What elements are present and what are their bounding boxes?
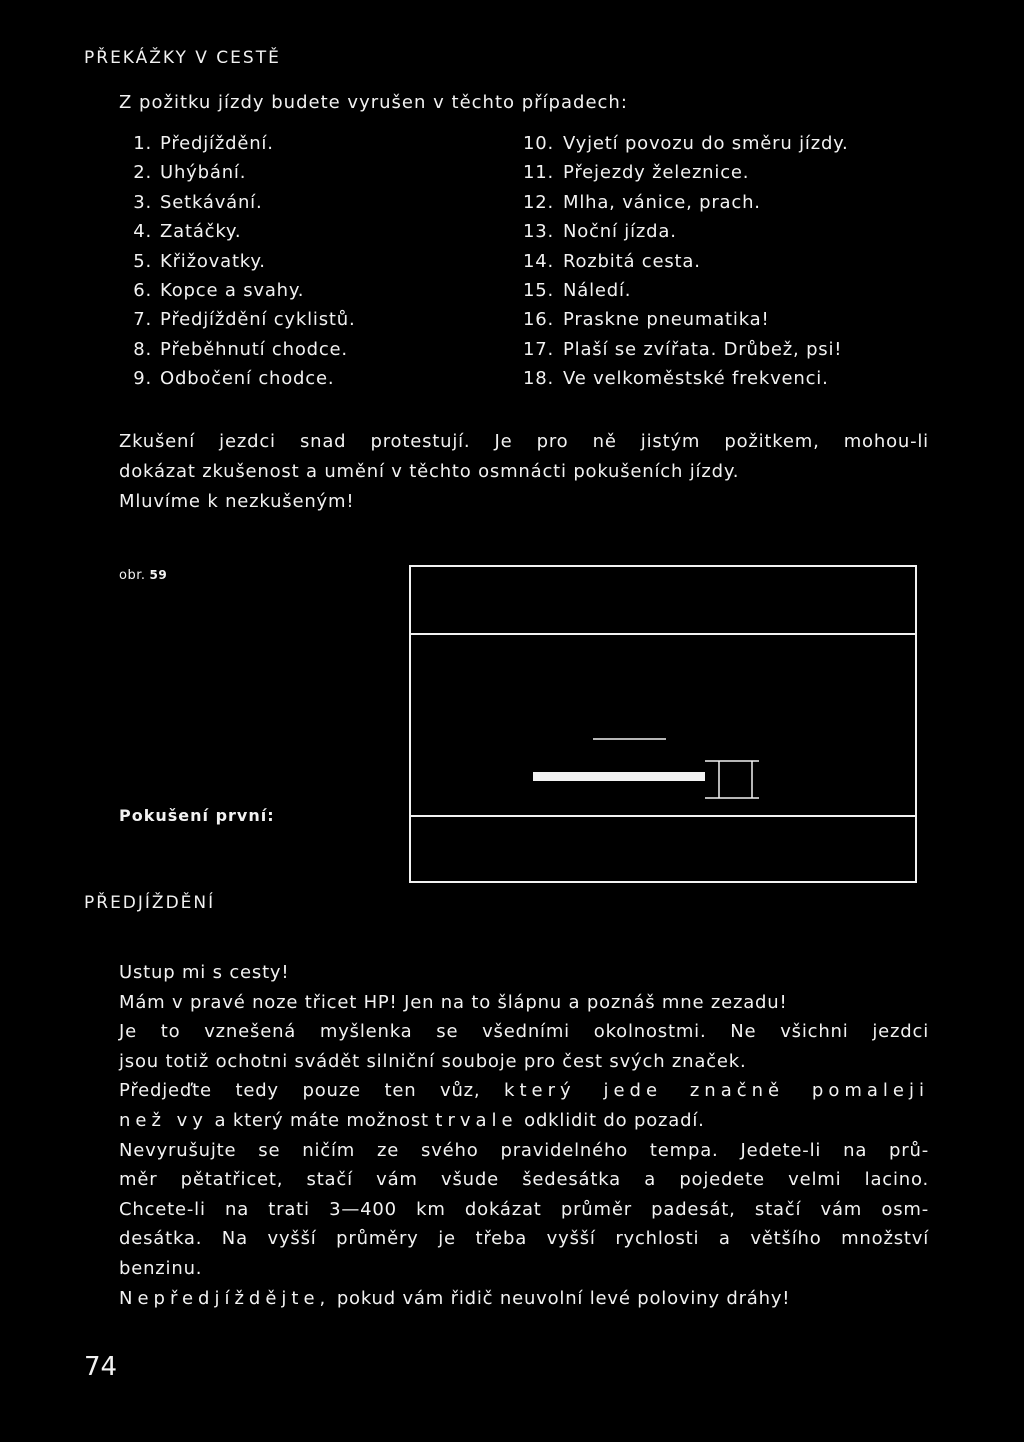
list-item-number: 12. (523, 191, 555, 213)
list-item-text: Vyjetí povozu do směru jízdy. (563, 133, 849, 154)
list-item-number: 15. (523, 279, 555, 301)
obstacle-list-right (523, 129, 849, 394)
paragraph-line: měr pětatřicet, stačí vám všude šedesátka a pojedete velmi lacino. (119, 1169, 929, 1191)
list-item (523, 364, 849, 393)
emphasized-text: než vy (119, 1109, 208, 1131)
paragraph-line: Zkušení jezdci snad protestují. Je pro ně jistým požitkem, mohou-li (119, 431, 929, 452)
list-item-number: 7. (133, 309, 152, 331)
list-item-text: Křižovatky. (160, 250, 266, 272)
list-item (523, 276, 849, 305)
overtaking-car-bar (533, 772, 705, 781)
obstacle-list-left (112, 129, 355, 394)
paragraph-experienced-drivers (119, 427, 929, 517)
list-item (112, 158, 355, 187)
paragraph-line: benzinu. (119, 1257, 203, 1279)
list-item-text: Setkávání. (160, 191, 263, 213)
list-item-number: 18. (523, 368, 555, 390)
list-item (112, 335, 355, 364)
paragraph-line: Je to vznešená myšlenka se všedními okolnostmi. Ne všichni jezdci (119, 1021, 929, 1043)
list-item (523, 217, 849, 246)
list-item-number: 17. (523, 338, 555, 360)
list-item (523, 129, 849, 158)
paragraph-line (119, 1076, 929, 1106)
list-item (112, 247, 355, 276)
list-item (112, 305, 355, 334)
figure-number: 59 (149, 568, 168, 582)
subsection-title: PŘEDJÍŽDĚNÍ (84, 893, 216, 913)
list-item-number: 1. (133, 133, 152, 154)
list-item-text: Zatáčky. (160, 221, 242, 243)
paragraph-line (119, 1284, 929, 1314)
list-item-text: Noční jízda. (563, 221, 677, 243)
list-item (112, 188, 355, 217)
list-item-number: 14. (523, 250, 555, 272)
paragraph-line (119, 1106, 929, 1136)
list-item-number: 5. (133, 250, 152, 272)
paragraph-line: Chcete-li na trati 3—400 km dokázat průměr padesát, stačí vám osm- (119, 1198, 929, 1220)
list-item-number: 6. (133, 279, 152, 301)
list-item-text: Předjíždění. (160, 133, 274, 154)
list-item (523, 188, 849, 217)
emphasized-text: který jede značně pomaleji (504, 1080, 929, 1102)
paragraph-line: Nevyrušujte se ničím ze svého pravidelného tempa. Jedete-li na prů- (119, 1139, 929, 1161)
list-item-text: Předjíždění cyklistů. (160, 309, 356, 331)
list-item-text: Náledí. (563, 279, 632, 301)
list-item (112, 129, 355, 158)
list-item (523, 158, 849, 187)
text-run: pokud vám řidič neuvolní levé poloviny dráhy! (336, 1287, 791, 1309)
text-run: odklidit do pozadí. (524, 1109, 705, 1131)
list-item (112, 364, 355, 393)
list-item-number: 10. (523, 133, 555, 154)
text-run: Předjeďte tedy pouze ten vůz, (119, 1080, 481, 1102)
figure-label: obr. (119, 568, 146, 583)
list-item-number: 4. (133, 221, 152, 243)
paragraph-line: jsou totiž ochotni svádět silniční souboje pro čest svých značek. (119, 1050, 747, 1072)
temptation-heading: Pokušení první: (119, 806, 275, 825)
paragraph-line: Mám v pravé noze třicet HP! Jen na to šlápnu a poznáš mne zezadu! (119, 991, 788, 1013)
paragraph-line: Ustup mi s cesty! (119, 962, 290, 983)
paragraph-overtaking (119, 958, 929, 1313)
list-item-number: 2. (133, 162, 152, 184)
list-item-number: 11. (523, 162, 555, 184)
list-item-text: Plaší se zvířata. Drůbež, psi! (563, 338, 843, 360)
list-item-number: 13. (523, 221, 555, 243)
list-item-number: 9. (133, 368, 152, 390)
section-title: PŘEKÁŽKY V CESTĚ (84, 48, 281, 68)
figure-caption (119, 568, 167, 583)
list-item-text: Přeběhnutí chodce. (160, 338, 348, 360)
list-item-text: Mlha, vánice, prach. (563, 191, 761, 213)
paragraph-line: desátka. Na vyšší průměry je třeba vyšší rychlosti a většího množství (119, 1228, 929, 1250)
text-run: a který máte možnost (214, 1109, 429, 1131)
list-item (112, 217, 355, 246)
list-item-number: 8. (133, 338, 152, 360)
list-item-text: Přejezdy železnice. (563, 162, 750, 184)
list-item-number: 3. (133, 191, 152, 213)
list-item (523, 335, 849, 364)
list-item-text: Ve velkoměstské frekvenci. (563, 368, 829, 390)
paragraph-line: Mluvíme k nezkušeným! (119, 491, 355, 512)
list-item (112, 276, 355, 305)
emphasized-text: trvale (435, 1109, 518, 1131)
list-item-text: Praskne pneumatika! (563, 309, 770, 331)
list-item-text: Odbočení chodce. (160, 368, 335, 390)
list-item-number: 16. (523, 309, 555, 331)
list-item (523, 247, 849, 276)
diagram-frame (410, 566, 916, 882)
paragraph-line: dokázat zkušenost a umění v těchto osmnácti pokušeních jízdy. (119, 461, 740, 482)
list-item-text: Rozbitá cesta. (563, 250, 701, 272)
list-item-text: Uhýbání. (160, 162, 247, 184)
list-item-text: Kopce a svahy. (160, 279, 305, 301)
emphasized-text: Nepředjíždějte, (119, 1287, 331, 1309)
list-item (523, 305, 849, 334)
road-diagram (409, 565, 917, 883)
intro-sentence: Z požitku jízdy budete vyrušen v těchto případech: (119, 92, 628, 113)
page-number: 74 (84, 1352, 118, 1382)
